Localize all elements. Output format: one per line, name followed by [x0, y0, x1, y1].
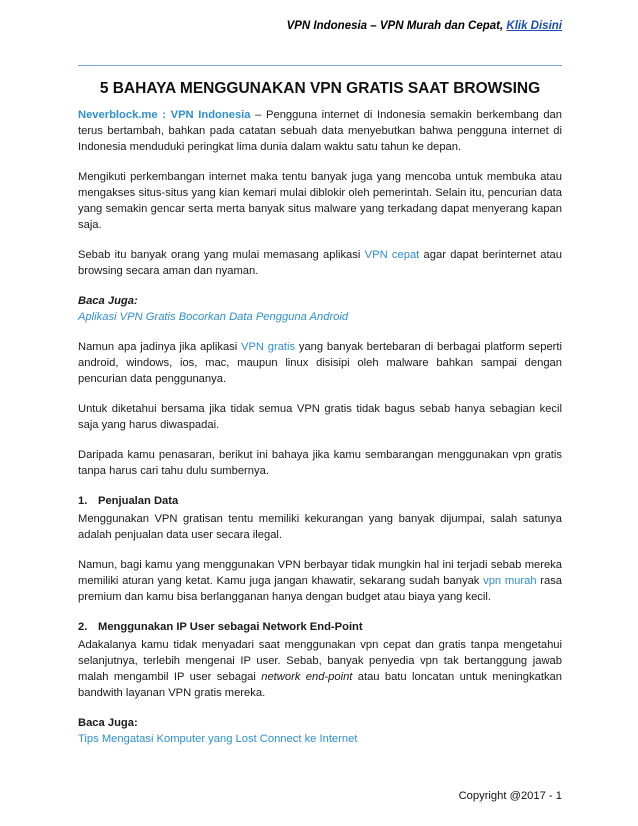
- section-2-title: Menggunakan IP User sebagai Network End-Point: [98, 621, 363, 633]
- p7-text-before: Namun, bagi kamu yang menggunakan VPN berbayar tidak mungkin hal ini terjadi sebab mereka memiliki aturan yang ketat. Kamu juga jangan khawatir, sekarang sudah banyak: [78, 559, 562, 587]
- paragraph-7: [78, 557, 562, 605]
- vpn-cepat-link[interactable]: VPN cepat: [364, 249, 420, 261]
- section-1: [78, 493, 562, 543]
- read-also-1: [78, 293, 562, 325]
- section-2-text-after: atau batu loncatan untuk meningkatkan bandwith layanan VPN gratis mereka.: [78, 671, 562, 699]
- read-also-2: [78, 715, 562, 747]
- p4-text-before: Namun apa jadinya jika aplikasi: [78, 341, 241, 353]
- header-text: VPN Indonesia – VPN Murah dan Cepat,: [286, 20, 507, 32]
- read-also-2-link[interactable]: Tips Mengatasi Komputer yang Lost Connect ke Internet: [78, 733, 358, 745]
- paragraph-4: [78, 339, 562, 387]
- page-footer: Copyright @2017 - 1: [458, 790, 562, 802]
- intro-text: – Pengguna internet di Indonesia semakin berkembang dan terus bertambah, bahkan pada catatan sebuah data menyebutkan bahwa pengguna internet di Indonesia menduduki peringkat lima dunia dalam waktu satu tahun ke depan.: [78, 109, 562, 153]
- document-body: [78, 107, 562, 761]
- header-link[interactable]: Klik Disini: [506, 20, 562, 32]
- paragraph-5: Untuk diketahui bersama jika tidak semua VPN gratis tidak bagus sebab hanya sebagian kecil saja yang harus diwaspadai.: [78, 403, 562, 431]
- section-2-number: 2.: [78, 621, 88, 633]
- section-1-number: 1.: [78, 495, 88, 507]
- p3-text-after: agar dapat berinternet atau browsing secara aman dan nyaman.: [78, 249, 562, 277]
- p3-text-before: Sebab itu banyak orang yang mulai memasang aplikasi: [78, 249, 365, 261]
- read-also-1-label: Baca Juga:: [78, 295, 138, 307]
- header-divider: [78, 65, 562, 66]
- p4-text-after: yang banyak bertebaran di berbagai platform seperti android, windows, ios, mac, maupun linux disisipi oleh malware bahkan sampai dengan pencurian data penggunanya.: [78, 341, 562, 385]
- section-2-text-before: Adakalanya kamu tidak menyadari saat menggunakan vpn cepat dan gratis tanpa mengetahui selanjutnya, terlebih mengenai IP user. Sebab, banyak penyedia vpn tak bertanggung jawab malah mengambil IP user sebagai: [78, 639, 562, 683]
- section-2-heading: [78, 619, 562, 635]
- paragraph-6: Daripada kamu penasaran, berikut ini bahaya jika kamu sembarangan menggunakan vpn gratis tanpa harus cari tahu dulu sumbernya.: [78, 449, 562, 477]
- p7-text-after: rasa premium dan kamu bisa berlangganan hanya dengan budget atau biaya yang kecil.: [78, 575, 563, 603]
- vpn-murah-link[interactable]: vpn murah: [483, 575, 537, 587]
- section-2-italic: network end-point: [261, 671, 353, 683]
- read-also-1-link[interactable]: Aplikasi VPN Gratis Bocorkan Data Pengguna Android: [78, 311, 349, 323]
- paragraph-intro: [78, 107, 562, 155]
- vpn-gratis-link[interactable]: VPN gratis: [241, 341, 296, 353]
- document-title: 5 BAHAYA MENGGUNAKAN VPN GRATIS SAAT BROWSING: [99, 80, 541, 97]
- paragraph-3: [78, 247, 562, 279]
- page-header: [0, 20, 562, 32]
- intro-lead: Neverblock.me : VPN Indonesia: [78, 109, 251, 121]
- section-1-title: Penjualan Data: [98, 495, 179, 507]
- section-1-heading: [78, 493, 562, 509]
- section-1-text: Menggunakan VPN gratisan tentu memiliki kekurangan yang banyak dijumpai, salah satunya adalah penjualan data user secara ilegal.: [78, 513, 562, 541]
- read-also-2-label: Baca Juga:: [78, 717, 138, 729]
- paragraph-2: Mengikuti perkembangan internet maka tentu banyak juga yang mencoba untuk membuka atau mengakses situs-situs yang kian kemari mulai diblokir oleh pemerintah. Selain itu, pencurian data yang semakin gencar serta merta banyak situs malware yang terkadang dapat menyerang kapan saja.: [78, 171, 562, 231]
- section-2: [78, 619, 562, 701]
